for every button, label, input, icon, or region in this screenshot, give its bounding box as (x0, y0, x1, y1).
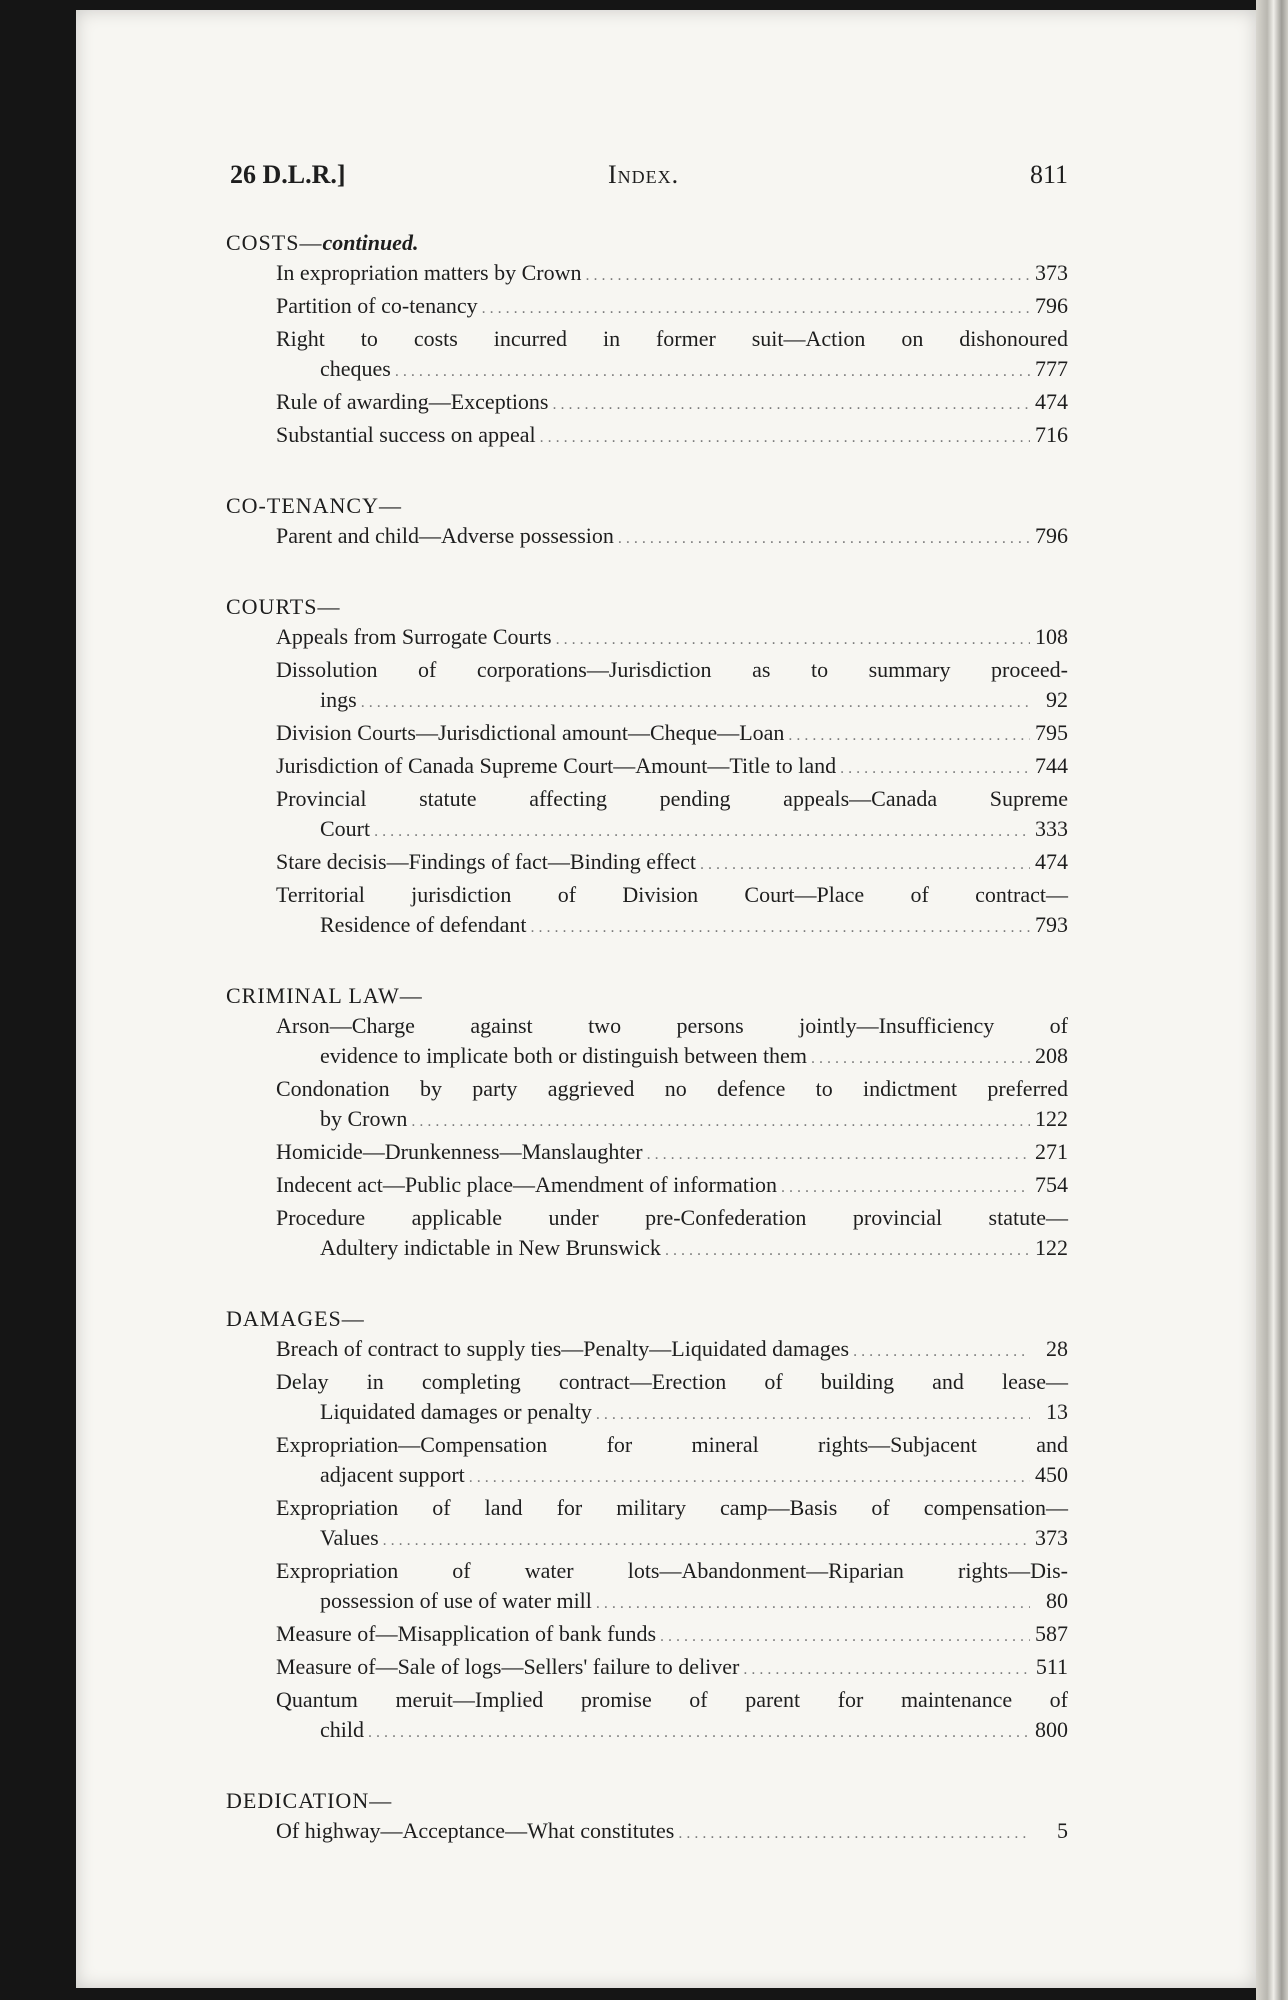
index-section (224, 981, 1068, 1266)
index-entry (224, 420, 1068, 453)
dot-leader (383, 1526, 1030, 1556)
dot-leader (411, 1107, 1030, 1137)
entry-line (276, 1619, 1068, 1652)
dot-leader (395, 357, 1030, 387)
dot-leader (553, 390, 1031, 420)
entry-line (276, 1137, 1068, 1170)
entry-page-number: 777 (1035, 356, 1068, 381)
volume-reference: 26 D.L.R.] (230, 160, 346, 189)
dot-leader (743, 1655, 1030, 1685)
entry-text: cheques (320, 356, 391, 381)
entry-text: Appeals from Surrogate Courts (276, 624, 552, 649)
entry-page-number: 5 (1057, 1818, 1068, 1843)
entry-text: Condonation by party aggrieved no defence to indictment preferred (276, 1076, 1068, 1101)
entry-line (276, 521, 1068, 554)
entry-text: Homicide—Drunkenness—Manslaughter (276, 1139, 643, 1164)
dot-leader (540, 423, 1030, 453)
dot-leader (781, 1173, 1030, 1203)
entry-page-number: 800 (1035, 1717, 1068, 1742)
entry-line (276, 784, 1068, 814)
section-heading (224, 592, 1068, 622)
entry-page-number: 793 (1035, 912, 1068, 937)
entry-text: Provincial statute affecting pending appeals—Canada Supreme (276, 786, 1068, 811)
index-entry (224, 1685, 1068, 1748)
entry-page-number: 744 (1035, 753, 1068, 778)
entry-line (276, 1367, 1068, 1397)
entry-line (276, 718, 1068, 751)
index-entry (224, 1493, 1068, 1556)
entry-line (276, 655, 1068, 685)
index-entry (224, 655, 1068, 718)
page-title: Index. (608, 160, 680, 189)
entry-text: Right to costs incurred in former suit—Action on dishonoured (276, 326, 1068, 351)
section-heading (224, 1304, 1068, 1334)
entry-line (276, 1556, 1068, 1586)
dot-leader (374, 817, 1030, 847)
entry-line (276, 291, 1068, 324)
index-section (224, 592, 1068, 943)
entry-line (276, 1430, 1068, 1460)
entry-line (276, 880, 1068, 910)
index-entry (224, 751, 1068, 784)
entry-line (276, 1460, 1068, 1493)
dot-leader (811, 1044, 1030, 1074)
entry-line (276, 1523, 1068, 1556)
entry-page-number: 333 (1035, 816, 1068, 841)
entry-text: Residence of defendant (320, 912, 527, 937)
entry-page-number: 716 (1035, 422, 1068, 447)
entry-page-number: 28 (1046, 1336, 1068, 1361)
dot-leader (530, 913, 1030, 943)
entry-text: adjacent support (320, 1462, 465, 1487)
entry-text: Procedure applicable under pre-Confederation provincial statute— (276, 1205, 1068, 1230)
dot-leader (700, 850, 1030, 880)
index-sections (224, 228, 1068, 1849)
entry-page-number: 474 (1035, 389, 1068, 414)
entry-line (276, 1397, 1068, 1430)
entry-text: Delay in completing contract—Erection of building and lease— (276, 1369, 1068, 1394)
entry-text: Measure of—Sale of logs—Sellers' failure to deliver (276, 1654, 740, 1679)
entry-page-number: 122 (1035, 1235, 1068, 1260)
entry-line (276, 814, 1068, 847)
entry-text: Division Courts—Jurisdictional amount—Cheque—Loan (276, 720, 785, 745)
index-entry (224, 1556, 1068, 1619)
index-entry (224, 1619, 1068, 1652)
index-entry (224, 622, 1068, 655)
entry-line (276, 1011, 1068, 1041)
entry-page-number: 796 (1035, 293, 1068, 318)
section-heading-text: DEDICATION— (226, 1788, 393, 1813)
dot-leader (788, 721, 1030, 751)
entry-text: In expropriation matters by Crown (276, 260, 582, 285)
entry-text: Of highway—Acceptance—What constitutes (276, 1818, 675, 1843)
index-section (224, 491, 1068, 554)
entry-line (276, 622, 1068, 655)
entry-line (276, 420, 1068, 453)
index-entry (224, 291, 1068, 324)
entry-text: Arson—Charge against two persons jointly—Insufficiency of (276, 1013, 1068, 1038)
index-entry (224, 1170, 1068, 1203)
dot-leader (618, 524, 1030, 554)
entry-text: Court (320, 816, 371, 841)
entry-line (276, 324, 1068, 354)
entry-line (276, 685, 1068, 718)
section-heading-text: CRIMINAL LAW— (226, 983, 423, 1008)
index-entry (224, 1137, 1068, 1170)
entry-text: Substantial success on appeal (276, 422, 536, 447)
dot-leader (368, 1718, 1030, 1748)
entry-text: Quantum meruit—Implied promise of parent for maintenance of (276, 1687, 1068, 1712)
section-heading (224, 228, 1068, 258)
dot-leader (840, 754, 1030, 784)
section-heading (224, 981, 1068, 1011)
index-entry (224, 1652, 1068, 1685)
entry-text: Expropriation of water lots—Abandonment—Riparian rights—Dis- (276, 1558, 1068, 1583)
entry-line (276, 751, 1068, 784)
dot-leader (482, 294, 1030, 324)
entry-line (276, 1104, 1068, 1137)
section-heading-continued: continued. (322, 230, 419, 255)
index-entry (224, 1334, 1068, 1367)
entry-page-number: 587 (1035, 1621, 1068, 1646)
entry-line (276, 847, 1068, 880)
entry-line (276, 1074, 1068, 1104)
entry-line (276, 910, 1068, 943)
section-heading-text: DAMAGES— (226, 1306, 365, 1331)
entry-text: Indecent act—Public place—Amendment of information (276, 1172, 777, 1197)
entry-page-number: 754 (1035, 1172, 1068, 1197)
entry-line (276, 1170, 1068, 1203)
entry-line (276, 1203, 1068, 1233)
entry-text: Expropriation of land for military camp—Basis of compensation— (276, 1495, 1068, 1520)
entry-text: Jurisdiction of Canada Supreme Court—Amount—Title to land (276, 753, 837, 778)
entry-line (276, 1334, 1068, 1367)
entry-text: Stare decisis—Findings of fact—Binding effect (276, 849, 696, 874)
index-section (224, 1786, 1068, 1849)
index-entry (224, 1011, 1068, 1074)
entry-line (276, 1493, 1068, 1523)
entry-text: evidence to implicate both or distinguish between them (320, 1043, 807, 1068)
index-entry (224, 1816, 1068, 1849)
index-section (224, 1304, 1068, 1748)
entry-page-number: 373 (1035, 1525, 1068, 1550)
index-entry (224, 1203, 1068, 1266)
entry-text: Parent and child—Adverse possession (276, 523, 614, 548)
entry-line (276, 387, 1068, 420)
index-entry (224, 880, 1068, 943)
index-entry (224, 1074, 1068, 1137)
entry-page-number: 373 (1035, 260, 1068, 285)
entry-page-number: 92 (1046, 687, 1068, 712)
entry-page-number: 511 (1035, 1654, 1068, 1679)
page-number: 811 (1029, 160, 1068, 189)
entry-text: possession of use of water mill (320, 1588, 592, 1613)
entry-page-number: 795 (1035, 720, 1068, 745)
entry-line (276, 1233, 1068, 1266)
entry-text: by Crown (320, 1106, 408, 1131)
entry-text: ings (320, 687, 357, 712)
dot-leader (665, 1236, 1030, 1266)
entry-page-number: 80 (1046, 1588, 1068, 1613)
index-entry (224, 1430, 1068, 1493)
dot-leader (596, 1589, 1030, 1619)
section-heading-text: COURTS— (226, 594, 341, 619)
entry-page-number: 13 (1046, 1399, 1068, 1424)
index-section (224, 228, 1068, 453)
entry-page-number: 108 (1035, 624, 1068, 649)
dot-leader (678, 1819, 1030, 1849)
entry-text: child (320, 1717, 364, 1742)
dot-leader (361, 688, 1030, 718)
index-entry (224, 258, 1068, 291)
entry-line (276, 1816, 1068, 1849)
entry-text: Dissolution of corporations—Jurisdiction as to summary proceed- (276, 657, 1068, 682)
index-content (224, 160, 1068, 1887)
entry-page-number: 208 (1035, 1043, 1068, 1068)
entry-line (276, 1041, 1068, 1074)
entry-page-number: 450 (1035, 1462, 1068, 1487)
index-entry (224, 521, 1068, 554)
section-heading-text: COSTS— (226, 230, 323, 255)
entry-page-number: 122 (1035, 1106, 1068, 1131)
dot-leader (586, 261, 1031, 291)
section-heading-text: CO-TENANCY— (226, 493, 402, 518)
entry-text: Values (320, 1525, 379, 1550)
index-entry (224, 387, 1068, 420)
entry-text: Territorial jurisdiction of Division Court—Place of contract— (276, 882, 1068, 907)
entry-line (276, 354, 1068, 387)
entry-line (276, 1685, 1068, 1715)
dot-leader (469, 1463, 1030, 1493)
entry-page-number: 271 (1035, 1139, 1068, 1164)
entry-text: Rule of awarding—Exceptions (276, 389, 549, 414)
index-entry (224, 324, 1068, 387)
entry-line (276, 1586, 1068, 1619)
index-entry (224, 784, 1068, 847)
entry-text: Liquidated damages or penalty (320, 1399, 592, 1424)
entry-text: Breach of contract to supply ties—Penalty—Liquidated damages (276, 1336, 850, 1361)
entry-page-number: 474 (1035, 849, 1068, 874)
dot-leader (647, 1140, 1030, 1170)
entry-line (276, 1715, 1068, 1748)
entry-text: Measure of—Misapplication of bank funds (276, 1621, 657, 1646)
entry-page-number: 796 (1035, 523, 1068, 548)
entry-text: Partition of co-tenancy (276, 293, 478, 318)
entry-line (276, 258, 1068, 291)
index-entry (224, 847, 1068, 880)
entry-text: Adultery indictable in New Brunswick (320, 1235, 661, 1260)
entry-line (276, 1652, 1068, 1685)
dot-leader (596, 1400, 1030, 1430)
section-heading (224, 1786, 1068, 1816)
dot-leader (853, 1337, 1030, 1367)
dot-leader (556, 625, 1030, 655)
entry-text: Expropriation—Compensation for mineral rights—Subjacent and (276, 1432, 1068, 1457)
dot-leader (660, 1622, 1030, 1652)
index-entry (224, 1367, 1068, 1430)
section-heading (224, 491, 1068, 521)
page-edge (1256, 0, 1288, 2000)
index-entry (224, 718, 1068, 751)
running-header (224, 160, 1068, 200)
